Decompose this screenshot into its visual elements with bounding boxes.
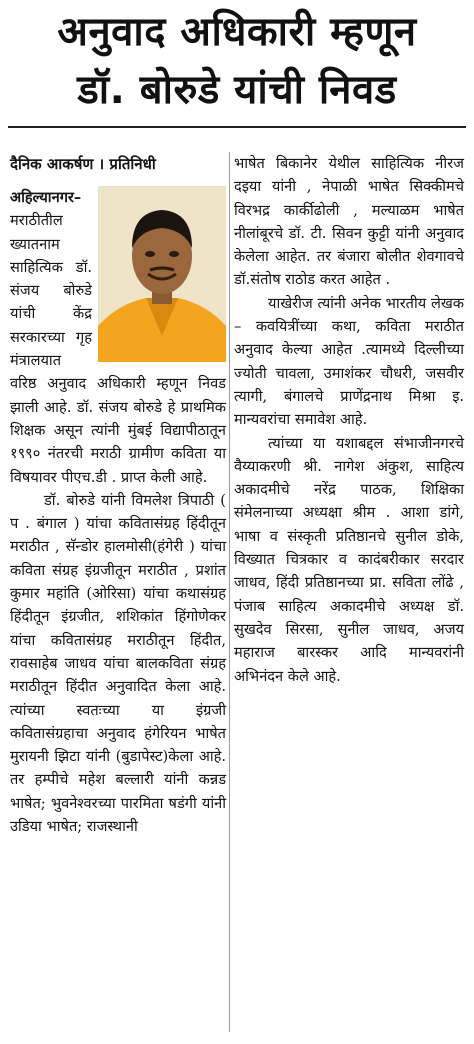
article-column-left xyxy=(10,152,226,838)
paragraph-3: भाषेत बिकानेर येथील साहित्यिक नीरज दइया यांनी , नेपाळी भाषेत सिक्कीमचे विरभद्र कार्कीढोली , मल्याळम भाषेत नीलांबूरचे डॉ. टी. सिवन कुट्टी यांनी अनुवाद केलेला आहेत. तर बंजारा बोलीत शेवगावचे डॉ.संतोष राठोड करत आहेत . xyxy=(234,155,464,289)
headline-line-1: अनुवाद अधिकारी म्हणून xyxy=(57,9,417,55)
headline-line-2: डॉ. बोरुडे यांची निवड xyxy=(77,67,397,113)
paragraph-4: याखेरीज त्यांनी अनेक भारतीय लेखक – कवयित्रींच्या कथा, कविता मराठीत अनुवाद केल्या आहेत .त्यामध्ये दिल्लीच्या ज्योती चावला, उमाशंकर चौधरी, जसवीर त्यागी, बंगालचे प्राणेंद्रनाथ मिश्रा इ. मान्यवरांचा समावेश आहे. xyxy=(234,294,464,429)
byline: दैनिक आकर्षण । प्रतिनिधी xyxy=(10,155,156,173)
paragraph-1: अहिल्यानगर– मराठीतील ख्यातनाम साहित्यिक डॉ. संजय बोरुडे यांची केंद्र सरकारच्या गृह मंत्रालयात वरिष्ठ अनुवाद अधिकारी म्हणून निवड झाली आहे. डॉ. संजय बोरुडे हे प्राथमिक शिक्षक असून त्यांनी मुंबई विद्यापीठातून १९९० नंतरची मराठी ग्रामीण कविता या विषयावर पीएच.डी . प्राप्त केली आहे. xyxy=(10,189,226,486)
headline-rule xyxy=(8,126,466,128)
author-photo xyxy=(98,186,226,362)
paragraph-2: डॉ. बोरुडे यांनी विमलेश त्रिपाठी ( प . बंगाल ) यांचा कवितासंग्रह हिंदीतून मराठीत , सॅन्डोर हालमोसी(हंगेरी ) यांचा कविता संग्रह इंग्रजीतून मराठीत , प्रशांत कुमार महांति (ओरिसा) यांचा कथासंग्रह हिंदीतून इंग्रजीत, शशिकांत हिंगोणेकर यांचा कवितासंग्रह मराठीतून हिंदीत, रावसाहेब जाधव यांचा बालकविता संग्रह मराठीतून हिंदीत अनुवादित केला आहे. त्यांच्या स्वतःच्या या इंग्रजी कवितासंग्रहाचा अनुवाद हंगेरियन भाषेत मुरायनी झिटा यांनी (बुडापेस्ट)केला आहे. तर हम्पीचे महेश बल्लारी यांनी कन्नड भाषेत; भुवनेश्वरच्या पारमिता षडंगी यांनी उडिया भाषेत; राजस्थानी xyxy=(10,491,226,836)
paragraph-5: त्यांच्या या यशाबद्दल संभाजीनगरचे वैय्याकरणी श्री. नागेश अंकुश, साहित्य अकादमीचे नरेंद्र पाठक, शिक्षिका संमेलनाच्या अध्यक्षा श्रीम . आशा डांगे, भाषा व संस्कृती प्रतिष्ठानचे सुनील डोके, विख्यात चित्रकार व कादंबरीकार सरदार जाधव, हिंदी प्रतिष्ठानच्या प्रा. सविता लोंढे , पंजाब साहित्य अकादमीचे अध्यक्ष डॉ. सुखदेव सिरसा, सुनील जाधव, अजय महाराज बारस्कर आदि मान्यवरांनी अभिनंदन केले आहे. xyxy=(234,434,464,685)
column-divider xyxy=(229,152,230,1032)
portrait-photo xyxy=(98,186,226,362)
article-column-right xyxy=(234,152,464,688)
dateline: अहिल्यानगर– xyxy=(10,189,82,206)
